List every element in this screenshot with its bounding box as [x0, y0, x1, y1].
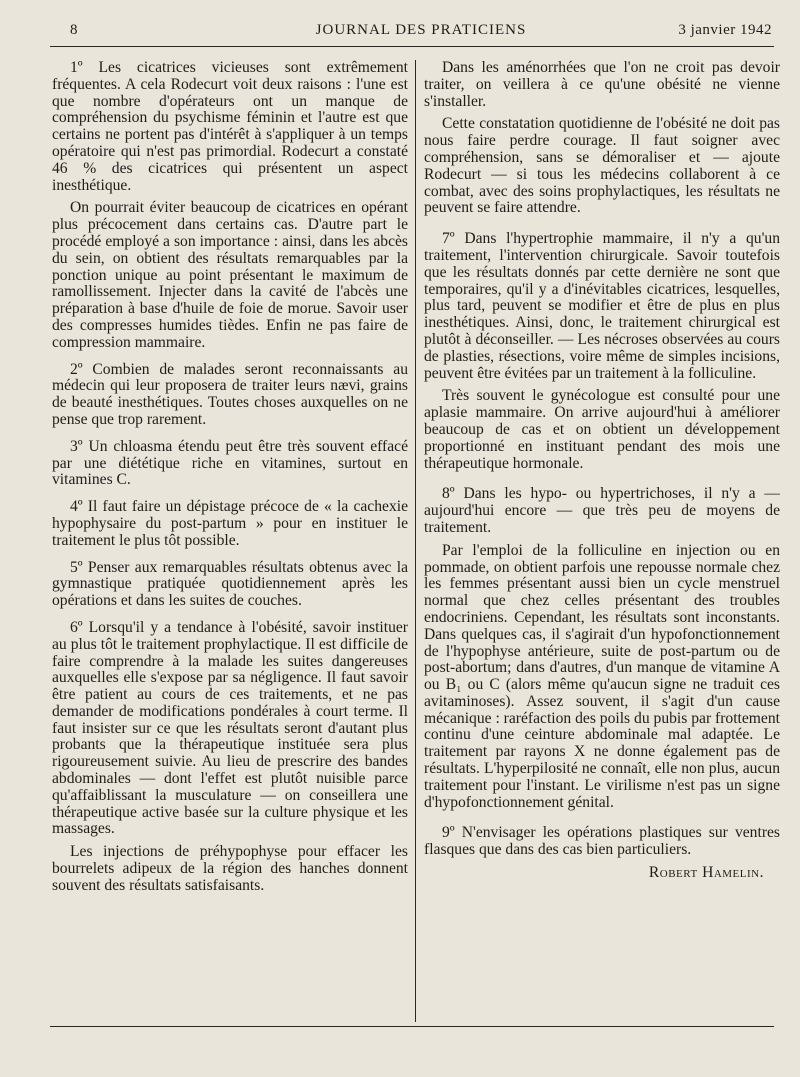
paragraph-scars: 1º Les cicatrices vicieuses sont extrêmement fréquentes. A cela Rodecurt voit deux raisons : l'une est que nombre d'opérateurs ont un manque de compréhension du psychisme féminin et l'autre est que certains ne portent pas d'intérêt à s'appliquer à un temps opératoire qui n'est pas primordial. Rodecurt a constaté 46 % des cicatrices qui présentent un aspect inesthétique.	[52, 59, 408, 194]
paragraph-hypertrichosis: 8º Dans les hypo- ou hypertrichoses, il n'y a — aujourd'hui encore — que très peu de moyens de traitement.	[424, 485, 780, 536]
paragraph-gymnastics: 5º Penser aux remarquables résultats obtenus avec la gymnastique pratiquée quotidiennement après les opérations et dans les suites de couches.	[52, 558, 408, 610]
column-divider	[415, 60, 416, 1022]
header-divider	[50, 46, 774, 47]
footer-divider	[50, 1026, 774, 1027]
author-signature	[424, 865, 780, 882]
right-column	[424, 60, 780, 882]
author-name: Robert Hamelin.	[648, 864, 764, 882]
paragraph-prehypophysis: Les injections de préhypophyse pour effacer les bourrelets adipeux de la région des hanches donnent souvent des résultats satisfaisants.	[52, 843, 408, 894]
page-number: 8	[70, 22, 78, 38]
paragraph-courage: Cette constatation quotidienne de l'obésité ne doit pas nous faire perdre courage. Il faut soigner avec compréhension, sans se démoraliser et — ajoute Rodecurt — si tous les médecins collaborent à ce combat, avec des soins prophylactiques, les résultats ne peuvent se faire attendre.	[424, 115, 780, 217]
paragraph-mammary-hypertrophy: 7º Dans l'hypertrophie mammaire, il n'y a qu'un traitement, l'intervention chirurgicale. Savoir toutefois que les résultats donnés par cette dernière ne sont que temporaires, qu'il y a d'inévitables cicatrices, lesquelles, plus tard, peuvent se modifier et être de plus en plus inesthétiques. Ainsi, donc, le traitement chirurgical est plutôt à déconseiller. — Les nécroses observées au cours de plasties, résections, voire même de simples incisions, peuvent être évitées par un traitement à la folliculine.	[424, 230, 780, 382]
page-header	[70, 20, 772, 44]
paragraph-naevi: 2º Combien de malades seront reconnaissants au médecin qui leur proposera de traiter leurs nævi, grains de beauté inesthétiques. Toutes choses auxquelles on ne pense que trop rarement.	[52, 360, 408, 428]
issue-date: 3 janvier 1942	[678, 22, 772, 38]
paragraph-scar-prevention: On pourrait éviter beaucoup de cicatrices en opérant plus précocement dans certains cas. D'autre part le procédé employé a son importance : ainsi, dans les abcès du sein, on obtient des résultats remarquables par la ponction unique au point présentant le maximum de ramollissement. Injecter dans la cavité de l'abcès une préparation à base d'huile de foie de morue. Savoir user des compresses humides tièdes. Enfin ne pas faire de compression mammaire.	[52, 199, 408, 351]
paragraph-cachexia: 4º Il faut faire un dépistage précoce de « la cachexie hypophysaire du post-partum » pour en instituer le traitement le plus tôt possible.	[52, 498, 408, 549]
paragraph-chloasma: 3º Un chloasma étendu peut être très souvent effacé par une diététique riche en vitamines, surtout en vitamines C.	[52, 437, 408, 489]
left-column	[52, 60, 408, 901]
paragraph-obesity: 6º Lorsqu'il y a tendance à l'obésité, savoir instituer au plus tôt le traitement prophylactique. Il est difficile de faire comprendre à la malade les suites dangereuses auxquelles elle s'expose par sa négligence. Il faut savoir être patient au cours de ces traitements, et ne pas demander de modifications pondérales à court terme. Il faut insister sur ce que les résultats seront d'autant plus probants que la thérapeutique instituée sera plus rigoureusement suivie. Au lieu de prescrire des bandes abdominales — dont l'effet est plutôt nuisible parce qu'affaiblissant la musculature — on conseillera une thérapeutique active basée sur la culture physique et les massages.	[52, 618, 408, 838]
paragraph-plastic-operations: 9º N'envisager les opérations plastiques sur ventres flasques que dans des cas bien particuliers.	[424, 824, 780, 859]
journal-title: JOURNAL DES PRATICIENS	[315, 22, 527, 38]
paragraph-mammary-aplasia: Très souvent le gynécologue est consulté pour une aplasie mammaire. On arrive aujourd'hui à améliorer beaucoup de cas et on obtient un développement proportionné en instituant pendant des mois une thérapeutique hormonale.	[424, 387, 780, 472]
paragraph-amenorrhea: Dans les aménorrhées que l'on ne croit pas devoir traiter, on veillera à ce qu'une obésité ne vienne s'installer.	[424, 59, 780, 110]
paragraph-folliculine: Par l'emploi de la folliculine en injection ou en pommade, on obtient parfois une repousse normale chez les femmes présentant aussi bien un cycle menstruel normal que chez celles présentant des troubles endocriniens. Cependant, les résultats sont inconstants. Dans quelques cas, il s'agirait d'un hypofonctionnement de l'hypophyse antérieure, suite de post-partum ou de post-abortum; dans d'autres, d'un manque de vitamine A ou B₁ ou C (alors même qu'aucun signe ne traduit ces avitaminoses). Assez souvent, il s'agit d'un cause mécanique : raréfaction des poils du pubis par frottement continu d'une ceinture abdominale mal adaptée. Le traitement par rayons X ne donne également pas de résultats. L'hyperpilosité ne connaît, elle non plus, aucun traitement pour l'instant. Le virilisme n'est pas un signe d'hypofonctionnement génital.	[424, 541, 780, 811]
